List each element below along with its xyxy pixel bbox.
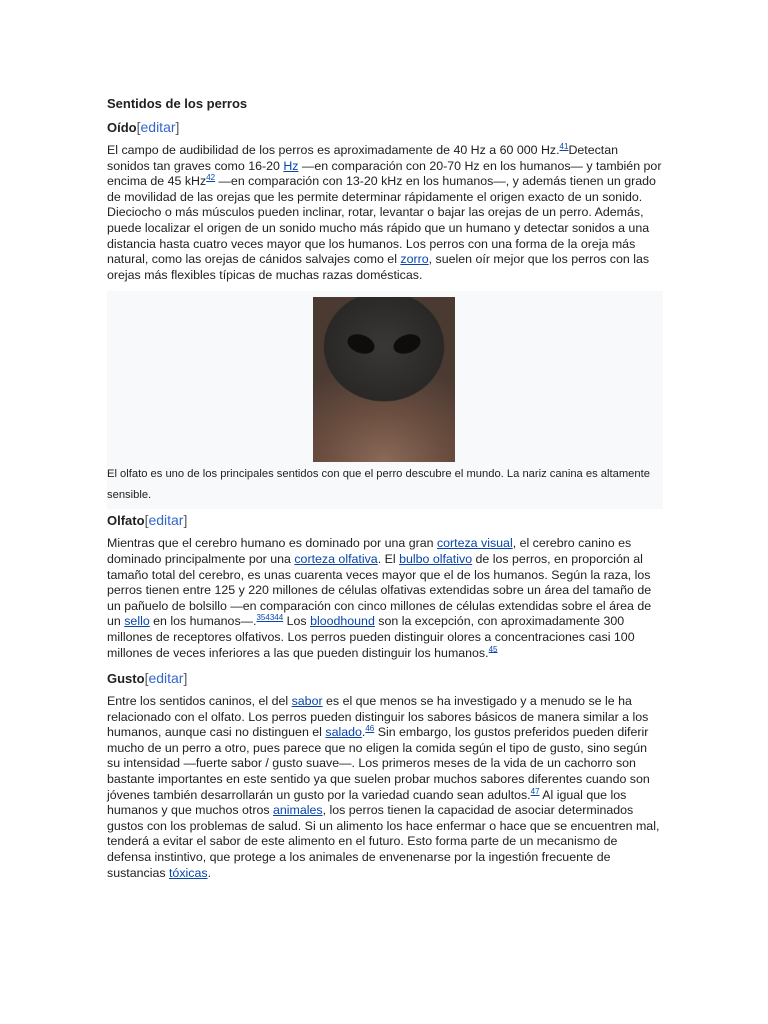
figure-nose bbox=[107, 291, 663, 509]
heading-gusto bbox=[107, 669, 663, 688]
link-zorro[interactable]: zorro bbox=[400, 252, 429, 267]
paragraph-oido: El campo de audibilidad de los perros es aproximadamente de 40 Hz a 60 000 Hz.$^{41}$Detectan sonidos tan graves como 16-20 Hz —en comparación con 20-70 Hz en los humanos— y también por encima de 45 kHz$^{42}$ —en comparación con 13-20 kHz en los humanos—, y además tienen un grado de movilidad de las orejas que les permite determinar rápidamente el origen exacto de un sonido. Dieciocho o más músculos pueden inclinar, rotar, levantar o bajar las orejas de un perro. Además, puede localizar el origen de un sonido mucho más rápido que un humano y detectar sonidos a una distancia hasta cuatro veces mayor que los humanos. Los perros con una forma de la oreja más natural, como las orejas de cánidos salvajes como el zorro, suelen oír mejor que los perros con las orejas más flexibles típicas de muchas razas domésticas. bbox=[107, 141, 662, 282]
ref-46[interactable]: 46 bbox=[365, 724, 375, 734]
heading-oido-text: Oído bbox=[107, 120, 137, 135]
edit-link-gusto[interactable]: editar bbox=[148, 670, 184, 687]
paragraph-gusto: Entre los sentidos caninos, el del sabor es el que menos se ha investigado y a menudo se le ha relacionado con el olfato. Los perros pueden distinguir los sabores básicos de manera similar a los humanos, aunque casi no distinguen el salado.$^{46}$ Sin embargo, los gustos preferidos pueden diferir mucho de un perro a otro, pues parece que no eligen la comida según el tipo de gusto, sino según su intensidad —fuerte sabor / gusto suave—. Los primeros meses de la vida de un cachorro son bastante importantes en este sentido ya que suelen probar muchos sabores diferentes cuando son jóvenes también desarrollarán un gusto por la variedad cuando sean adultos.$^{47}$ Al igual que los humanos y que muchos otros animales, los perros tienen la capacidad de asociar determinados gustos con los problemas de salud. Si un alimento los hace enfermar o hace que se encuentren mal, tenderá a evitar el sabor de este alimento en el futuro. Esto forma parte de un mecanismo de defensa instintivo, que protege a los animales de envenenarse por la ingestión frecuente de sustancias tóxicas. bbox=[107, 694, 660, 880]
edit-link-olfato[interactable]: editar bbox=[148, 512, 184, 529]
ref-47[interactable]: 47 bbox=[530, 786, 540, 796]
dog-nose-image[interactable] bbox=[313, 297, 455, 462]
link-animales[interactable]: animales bbox=[273, 803, 323, 818]
ref-42[interactable]: 42 bbox=[206, 173, 216, 183]
heading-olfato-text: Olfato bbox=[107, 513, 145, 529]
figure-caption: El olfato es uno de los principales sentidos con que el perro descubre el mundo. La nariz canina es altamente sensible. bbox=[107, 468, 650, 502]
link-bulbo-olfativo[interactable]: bulbo olfativo bbox=[399, 551, 473, 566]
link-salado[interactable]: salado bbox=[325, 725, 362, 740]
link-hz[interactable]: Hz bbox=[283, 158, 299, 173]
ref-41[interactable]: 41 bbox=[559, 141, 569, 151]
page-title: Sentidos de los perros bbox=[107, 96, 248, 111]
link-sabor[interactable]: sabor bbox=[291, 694, 323, 709]
edit-link-oido[interactable]: editar bbox=[140, 119, 176, 135]
ref-45[interactable]: 45 bbox=[488, 644, 498, 654]
edit-section-olfato: [editar] bbox=[144, 512, 188, 529]
link-bloodhound[interactable]: bloodhound bbox=[310, 614, 375, 629]
edit-section-gusto: [editar] bbox=[144, 670, 188, 687]
link-toxicas[interactable]: tóxicas bbox=[168, 865, 208, 880]
edit-section-oido: [editar] bbox=[136, 119, 180, 135]
heading-oido bbox=[107, 118, 663, 137]
link-corteza-olfativa[interactable]: corteza olfativa bbox=[294, 551, 378, 566]
link-sello[interactable]: sello bbox=[124, 614, 150, 629]
heading-gusto-text: Gusto bbox=[107, 671, 145, 687]
article bbox=[107, 96, 663, 881]
link-corteza-visual[interactable]: corteza visual bbox=[436, 536, 513, 551]
heading-olfato bbox=[107, 511, 663, 530]
paragraph-olfato: Mientras que el cerebro humano es dominado por una gran corteza visual, el cerebro canino es dominado principalmente por una corteza olfativa. El bulbo olfativo de los perros, en proporción al tamaño total del cerebro, es unas cuarenta veces mayor que el de los humanos. Según la raza, los perros tienen entre 125 y 220 millones de células olfativas extendidas sobre un área del tamaño de un pañuelo de bolsillo —en comparación con cinco millones de células extendidas sobre el área de un sello en los humanos—.$^{354344}$ Los bloodhound son la excepción, con aproximadamente 300 millones de receptores olfativos. Los perros pueden distinguir olores a concentraciones casi 100 millones de veces inferiores a las que pueden distinguir los humanos.$^{45}$ bbox=[107, 536, 652, 660]
ref-354344[interactable]: 354344 bbox=[256, 613, 284, 623]
